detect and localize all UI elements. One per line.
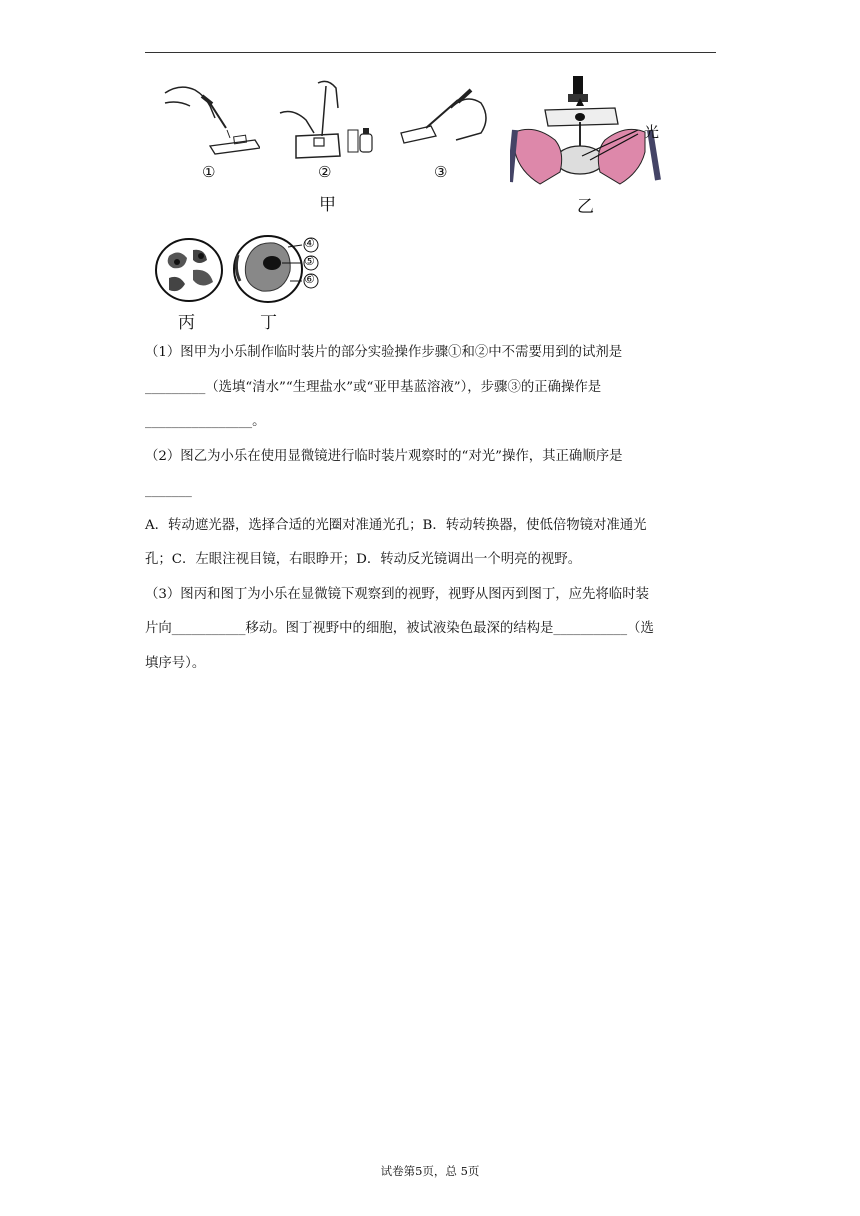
figure-ding-label-6: ⑥ <box>304 272 315 286</box>
question-3-line-2: 片向___________移动。图丁视野中的细胞，被试液染色最深的结构是___________（选 <box>145 621 654 636</box>
figure-ding-label-5: ⑤ <box>304 254 315 268</box>
figure-ding-label-4: ④ <box>304 236 315 250</box>
page-footer: 试卷第5页，总 5页 <box>380 1164 480 1178</box>
figure-jia-step2-label: ② <box>318 163 332 181</box>
figure-ding-caption: 丁 <box>260 313 277 333</box>
figure-yi-light-label: 光 <box>644 123 660 141</box>
figure-jia-step3-drawing <box>396 78 496 158</box>
figure-bing-drawing <box>153 236 225 304</box>
question-2-line-2: _______ <box>145 483 192 498</box>
question-text-block <box>145 336 720 681</box>
question-2-line-4: 孔；C．左眼注视目镜，右眼睁开；D．转动反光镜调出一个明亮的视野。 <box>145 552 582 567</box>
figure-yi-caption: 乙 <box>577 197 594 217</box>
question-3-line-3: 填序号）。 <box>145 655 206 671</box>
question-1-line-2: _________（选填“清水”“生理盐水”或“亚甲基蓝溶液”），步骤③的正确操作是 <box>145 379 602 395</box>
header-rule <box>145 52 716 53</box>
question-3-line-1: （3）图丙和图丁为小乐在显微镜下观察到的视野，视野从图丙到图丁，应先将临时装 <box>145 586 649 602</box>
question-2-line-3: A．转动遮光器，选择合适的光圈对准通光孔；B．转动转换器，使低倍物镜对准通光 <box>145 517 647 533</box>
figure-jia-step3-label: ③ <box>434 163 448 181</box>
figure-bing-caption: 丙 <box>178 313 195 333</box>
question-1-line-3: ________________。 <box>145 414 266 429</box>
figure-jia-step2-drawing <box>278 78 378 160</box>
question-2-line-1: （2）图乙为小乐在使用显微镜进行临时装片观察时的“对光”操作，其正确顺序是 <box>145 448 623 464</box>
question-1-line-1: （1）图甲为小乐制作临时装片的部分实验操作步骤①和②中不需要用到的试剂是 <box>145 345 623 360</box>
figure-jia-step1-drawing <box>160 78 260 158</box>
figure-jia-step1-label: ① <box>202 163 216 181</box>
figure-jia-caption: 甲 <box>319 195 336 215</box>
